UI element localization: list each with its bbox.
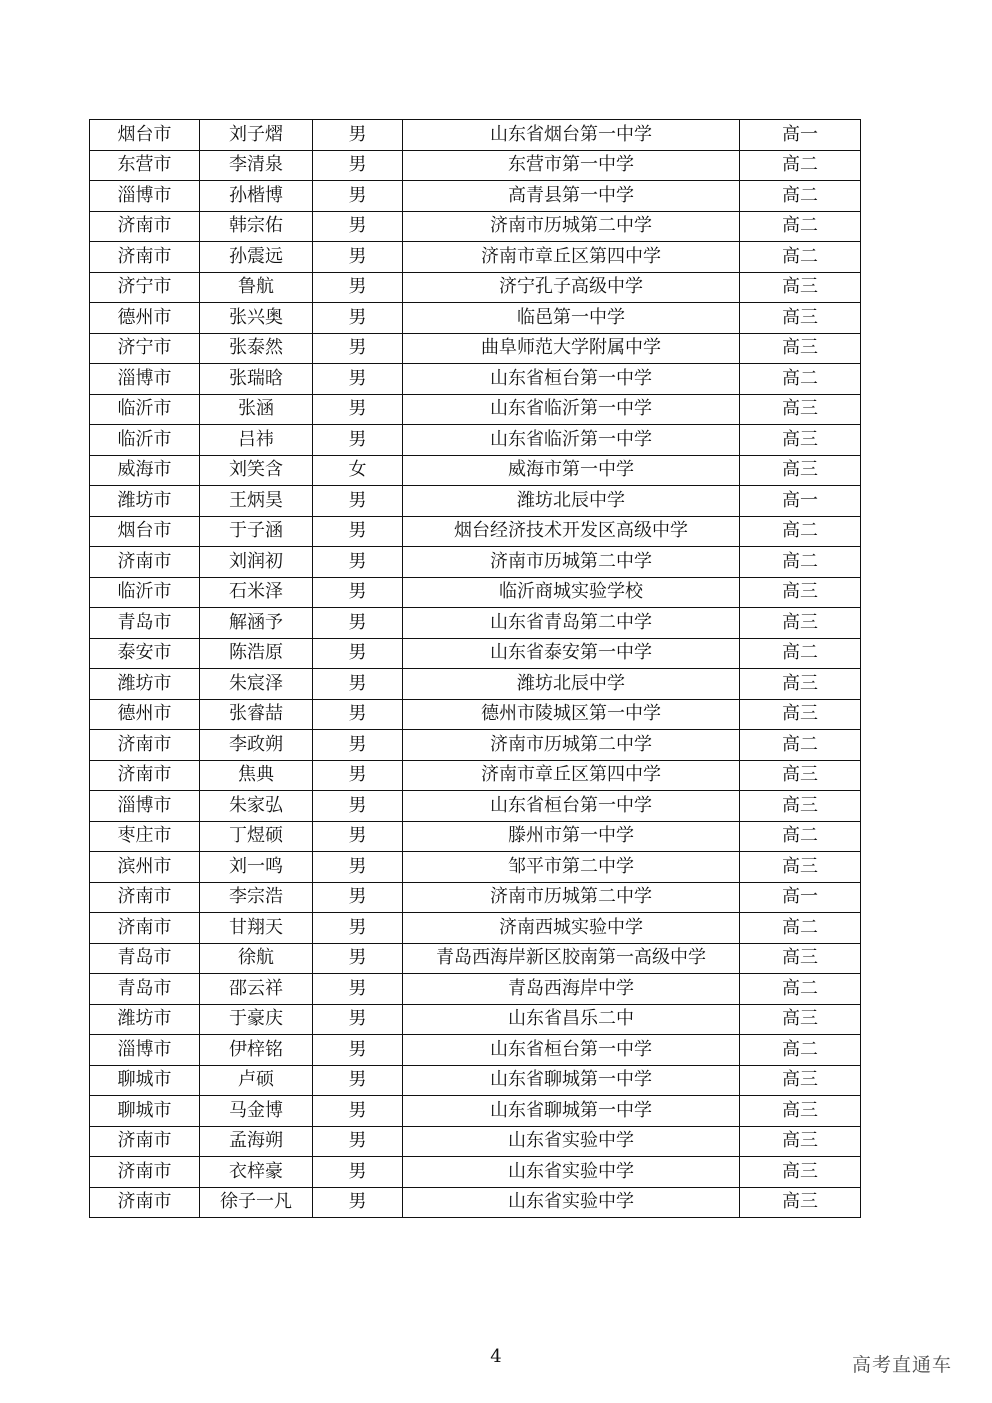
name-cell: 李宗浩 — [200, 882, 313, 913]
city-cell: 青岛市 — [90, 974, 200, 1005]
city-cell: 济南市 — [90, 760, 200, 791]
school-cell: 潍坊北辰中学 — [403, 669, 740, 700]
school-cell: 山东省桓台第一中学 — [403, 1035, 740, 1066]
gender-cell: 男 — [313, 425, 403, 456]
city-cell: 潍坊市 — [90, 1004, 200, 1035]
table-row — [90, 1096, 861, 1127]
table-row — [90, 791, 861, 822]
grade-cell: 高三 — [740, 455, 861, 486]
city-cell: 潍坊市 — [90, 486, 200, 517]
name-cell: 朱宸泽 — [200, 669, 313, 700]
city-cell: 济南市 — [90, 547, 200, 578]
school-cell: 济南市历城第二中学 — [403, 211, 740, 242]
table-row — [90, 608, 861, 639]
city-cell: 临沂市 — [90, 425, 200, 456]
gender-cell: 男 — [313, 577, 403, 608]
table-row — [90, 272, 861, 303]
city-cell: 济南市 — [90, 1187, 200, 1218]
grade-cell: 高二 — [740, 242, 861, 273]
school-cell: 济南西城实验中学 — [403, 913, 740, 944]
grade-cell: 高二 — [740, 974, 861, 1005]
grade-cell: 高二 — [740, 547, 861, 578]
school-cell: 滕州市第一中学 — [403, 821, 740, 852]
gender-cell: 男 — [313, 242, 403, 273]
name-cell: 韩宗佑 — [200, 211, 313, 242]
grade-cell: 高三 — [740, 394, 861, 425]
school-cell: 曲阜师范大学附属中学 — [403, 333, 740, 364]
gender-cell: 男 — [313, 760, 403, 791]
table-row — [90, 638, 861, 669]
city-cell: 济南市 — [90, 211, 200, 242]
name-cell: 刘笑含 — [200, 455, 313, 486]
table-row — [90, 821, 861, 852]
name-cell: 孙楷博 — [200, 181, 313, 212]
grade-cell: 高三 — [740, 1096, 861, 1127]
school-cell: 山东省实验中学 — [403, 1187, 740, 1218]
school-cell: 临沂商城实验学校 — [403, 577, 740, 608]
page-number: 4 — [490, 1346, 502, 1367]
gender-cell: 男 — [313, 516, 403, 547]
grade-cell: 高三 — [740, 852, 861, 883]
gender-cell: 男 — [313, 1035, 403, 1066]
grade-cell: 高三 — [740, 608, 861, 639]
school-cell: 山东省聊城第一中学 — [403, 1096, 740, 1127]
gender-cell: 男 — [313, 394, 403, 425]
grade-cell: 高一 — [740, 486, 861, 517]
school-cell: 济宁孔子高级中学 — [403, 272, 740, 303]
city-cell: 济南市 — [90, 1157, 200, 1188]
school-cell: 临邑第一中学 — [403, 303, 740, 334]
name-cell: 解涵予 — [200, 608, 313, 639]
gender-cell: 男 — [313, 669, 403, 700]
name-cell: 刘子熠 — [200, 120, 313, 151]
grade-cell: 高三 — [740, 791, 861, 822]
grade-cell: 高二 — [740, 150, 861, 181]
table-row — [90, 577, 861, 608]
name-cell: 焦典 — [200, 760, 313, 791]
student-table — [89, 119, 861, 1218]
table-row — [90, 760, 861, 791]
grade-cell: 高二 — [740, 730, 861, 761]
table-row — [90, 425, 861, 456]
table-row — [90, 730, 861, 761]
school-cell: 青岛西海岸中学 — [403, 974, 740, 1005]
city-cell: 临沂市 — [90, 577, 200, 608]
grade-cell: 高三 — [740, 425, 861, 456]
table-row — [90, 486, 861, 517]
table-row — [90, 1126, 861, 1157]
gender-cell: 男 — [313, 638, 403, 669]
gender-cell: 男 — [313, 333, 403, 364]
grade-cell: 高三 — [740, 669, 861, 700]
table-row — [90, 150, 861, 181]
grade-cell: 高三 — [740, 272, 861, 303]
school-cell: 山东省桓台第一中学 — [403, 364, 740, 395]
name-cell: 吕祎 — [200, 425, 313, 456]
table-row — [90, 669, 861, 700]
school-cell: 济南市历城第二中学 — [403, 547, 740, 578]
gender-cell: 男 — [313, 364, 403, 395]
city-cell: 青岛市 — [90, 943, 200, 974]
school-cell: 山东省昌乐二中 — [403, 1004, 740, 1035]
school-cell: 东营市第一中学 — [403, 150, 740, 181]
gender-cell: 男 — [313, 913, 403, 944]
gender-cell: 男 — [313, 272, 403, 303]
school-cell: 威海市第一中学 — [403, 455, 740, 486]
name-cell: 孙震远 — [200, 242, 313, 273]
name-cell: 邵云祥 — [200, 974, 313, 1005]
table-row — [90, 303, 861, 334]
grade-cell: 高三 — [740, 1157, 861, 1188]
table-row — [90, 547, 861, 578]
gender-cell: 男 — [313, 974, 403, 1005]
table-row — [90, 852, 861, 883]
school-cell: 山东省实验中学 — [403, 1126, 740, 1157]
table-row — [90, 120, 861, 151]
name-cell: 孟海朔 — [200, 1126, 313, 1157]
name-cell: 刘一鸣 — [200, 852, 313, 883]
grade-cell: 高二 — [740, 821, 861, 852]
school-cell: 青岛西海岸新区胶南第一高级中学 — [403, 943, 740, 974]
gender-cell: 男 — [313, 486, 403, 517]
city-cell: 青岛市 — [90, 608, 200, 639]
city-cell: 济南市 — [90, 242, 200, 273]
school-cell: 邹平市第二中学 — [403, 852, 740, 883]
name-cell: 刘润初 — [200, 547, 313, 578]
table-row — [90, 1065, 861, 1096]
school-cell: 山东省烟台第一中学 — [403, 120, 740, 151]
table-row — [90, 242, 861, 273]
school-cell: 山东省青岛第二中学 — [403, 608, 740, 639]
table-row — [90, 181, 861, 212]
city-cell: 德州市 — [90, 699, 200, 730]
table-row — [90, 974, 861, 1005]
gender-cell: 男 — [313, 882, 403, 913]
name-cell: 丁煜硕 — [200, 821, 313, 852]
table-row — [90, 455, 861, 486]
gender-cell: 男 — [313, 303, 403, 334]
name-cell: 卢硕 — [200, 1065, 313, 1096]
table-row — [90, 699, 861, 730]
city-cell: 临沂市 — [90, 394, 200, 425]
name-cell: 陈浩原 — [200, 638, 313, 669]
name-cell: 于豪庆 — [200, 1004, 313, 1035]
name-cell: 张兴奥 — [200, 303, 313, 334]
gender-cell: 男 — [313, 1126, 403, 1157]
school-cell: 济南市历城第二中学 — [403, 882, 740, 913]
student-list-sheet — [89, 119, 860, 1218]
grade-cell: 高三 — [740, 943, 861, 974]
school-cell: 山东省桓台第一中学 — [403, 791, 740, 822]
table-row — [90, 882, 861, 913]
student-table-body — [90, 120, 861, 1218]
grade-cell: 高二 — [740, 913, 861, 944]
table-row — [90, 913, 861, 944]
city-cell: 淄博市 — [90, 181, 200, 212]
city-cell: 威海市 — [90, 455, 200, 486]
city-cell: 烟台市 — [90, 120, 200, 151]
gender-cell: 男 — [313, 608, 403, 639]
city-cell: 潍坊市 — [90, 669, 200, 700]
name-cell: 李清泉 — [200, 150, 313, 181]
grade-cell: 高三 — [740, 1004, 861, 1035]
school-cell: 山东省聊城第一中学 — [403, 1065, 740, 1096]
gender-cell: 男 — [313, 547, 403, 578]
table-row — [90, 211, 861, 242]
city-cell: 淄博市 — [90, 364, 200, 395]
city-cell: 济南市 — [90, 882, 200, 913]
school-cell: 济南市章丘区第四中学 — [403, 242, 740, 273]
gender-cell: 男 — [313, 181, 403, 212]
gender-cell: 男 — [313, 211, 403, 242]
grade-cell: 高三 — [740, 333, 861, 364]
city-cell: 淄博市 — [90, 791, 200, 822]
grade-cell: 高三 — [740, 1187, 861, 1218]
name-cell: 徐航 — [200, 943, 313, 974]
table-row — [90, 364, 861, 395]
school-cell: 山东省实验中学 — [403, 1157, 740, 1188]
city-cell: 济南市 — [90, 913, 200, 944]
city-cell: 枣庄市 — [90, 821, 200, 852]
name-cell: 李政朔 — [200, 730, 313, 761]
school-cell: 高青县第一中学 — [403, 181, 740, 212]
name-cell: 王炳昊 — [200, 486, 313, 517]
grade-cell: 高二 — [740, 181, 861, 212]
name-cell: 衣梓豪 — [200, 1157, 313, 1188]
table-row — [90, 943, 861, 974]
school-cell: 济南市历城第二中学 — [403, 730, 740, 761]
city-cell: 泰安市 — [90, 638, 200, 669]
grade-cell: 高二 — [740, 364, 861, 395]
table-row — [90, 333, 861, 364]
gender-cell: 男 — [313, 943, 403, 974]
name-cell: 石米泽 — [200, 577, 313, 608]
city-cell: 济宁市 — [90, 272, 200, 303]
gender-cell: 男 — [313, 1004, 403, 1035]
table-row — [90, 516, 861, 547]
table-row — [90, 394, 861, 425]
gender-cell: 男 — [313, 150, 403, 181]
city-cell: 烟台市 — [90, 516, 200, 547]
gender-cell: 男 — [313, 1157, 403, 1188]
grade-cell: 高二 — [740, 638, 861, 669]
table-row — [90, 1004, 861, 1035]
name-cell: 鲁航 — [200, 272, 313, 303]
grade-cell: 高三 — [740, 760, 861, 791]
grade-cell: 高一 — [740, 882, 861, 913]
grade-cell: 高三 — [740, 577, 861, 608]
gender-cell: 男 — [313, 1096, 403, 1127]
grade-cell: 高三 — [740, 1126, 861, 1157]
city-cell: 淄博市 — [90, 1035, 200, 1066]
city-cell: 滨州市 — [90, 852, 200, 883]
name-cell: 甘翔天 — [200, 913, 313, 944]
school-cell: 山东省临沂第一中学 — [403, 425, 740, 456]
city-cell: 聊城市 — [90, 1065, 200, 1096]
city-cell: 东营市 — [90, 150, 200, 181]
name-cell: 张泰然 — [200, 333, 313, 364]
name-cell: 张瑞晗 — [200, 364, 313, 395]
name-cell: 马金博 — [200, 1096, 313, 1127]
school-cell: 德州市陵城区第一中学 — [403, 699, 740, 730]
grade-cell: 高一 — [740, 120, 861, 151]
gender-cell: 男 — [313, 791, 403, 822]
city-cell: 济宁市 — [90, 333, 200, 364]
gender-cell: 女 — [313, 455, 403, 486]
name-cell: 伊梓铭 — [200, 1035, 313, 1066]
gender-cell: 男 — [313, 852, 403, 883]
school-cell: 山东省临沂第一中学 — [403, 394, 740, 425]
school-cell: 潍坊北辰中学 — [403, 486, 740, 517]
gender-cell: 男 — [313, 1065, 403, 1096]
grade-cell: 高二 — [740, 516, 861, 547]
gender-cell: 男 — [313, 1187, 403, 1218]
grade-cell: 高二 — [740, 211, 861, 242]
name-cell: 于子涵 — [200, 516, 313, 547]
school-cell: 山东省泰安第一中学 — [403, 638, 740, 669]
grade-cell: 高三 — [740, 303, 861, 334]
grade-cell: 高三 — [740, 1065, 861, 1096]
gender-cell: 男 — [313, 821, 403, 852]
grade-cell: 高三 — [740, 699, 861, 730]
gender-cell: 男 — [313, 730, 403, 761]
table-row — [90, 1157, 861, 1188]
name-cell: 张睿喆 — [200, 699, 313, 730]
school-cell: 烟台经济技术开发区高级中学 — [403, 516, 740, 547]
watermark-text: 高考直通车 — [852, 1354, 953, 1376]
grade-cell: 高二 — [740, 1035, 861, 1066]
school-cell: 济南市章丘区第四中学 — [403, 760, 740, 791]
name-cell: 张涵 — [200, 394, 313, 425]
table-row — [90, 1187, 861, 1218]
gender-cell: 男 — [313, 120, 403, 151]
gender-cell: 男 — [313, 699, 403, 730]
name-cell: 朱家弘 — [200, 791, 313, 822]
name-cell: 徐子一凡 — [200, 1187, 313, 1218]
table-row — [90, 1035, 861, 1066]
city-cell: 济南市 — [90, 1126, 200, 1157]
city-cell: 德州市 — [90, 303, 200, 334]
city-cell: 聊城市 — [90, 1096, 200, 1127]
city-cell: 济南市 — [90, 730, 200, 761]
